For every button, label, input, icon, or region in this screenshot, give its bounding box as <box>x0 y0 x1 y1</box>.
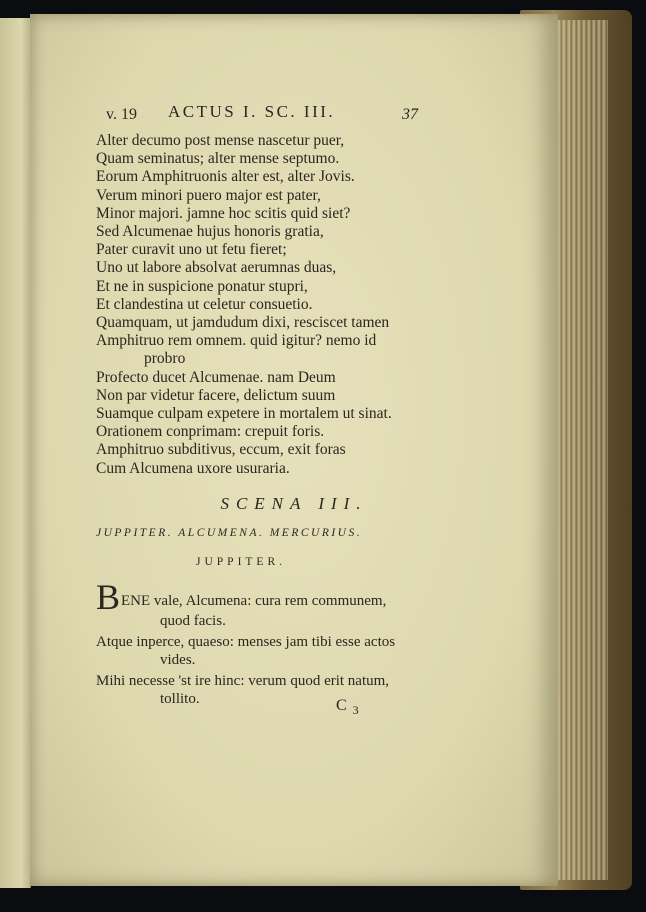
left-page-edge <box>0 18 31 888</box>
verse-line: Orationem conprimam: crepuit foris. <box>96 423 325 441</box>
scene-heading: SCENA III. <box>220 494 368 513</box>
verse-line: Uno ut labore absolvat aerumnas duas, <box>96 259 337 277</box>
verse-line: Amphitruo subditivus, eccum, exit foras <box>96 441 346 459</box>
verse-line: Amphitruo rem omnem. quid igitur? nemo id <box>96 332 377 350</box>
verse-line: Minor majori. jamne hoc scitis quid siet? <box>96 204 351 222</box>
verse-line-continuation: probro <box>144 350 186 368</box>
verse-line: Alter decumo post mense nascetur puer, <box>96 132 345 149</box>
verse-line: Quam seminatus; alter mense septumo. <box>96 150 340 168</box>
character-list: JUPPITER. ALCUMENA. MERCURIUS. <box>96 527 363 539</box>
verse-line: Sed Alcumenae hujus honoris gratia, <box>96 223 324 241</box>
speech-line-continuation: vides. <box>160 652 196 668</box>
drop-capital: B <box>96 577 121 617</box>
verse-block <box>96 132 516 478</box>
book-page <box>30 14 558 886</box>
speech-line-continuation: quod facis. <box>160 613 226 629</box>
act-scene-title: ACTUS I. SC. III. <box>168 102 336 121</box>
verse-line: Et ne in suspicione ponatur stupri, <box>96 277 308 295</box>
speech-line: Atque inperce, quaeso: menses jam tibi esse actos <box>96 634 396 650</box>
verse-reference: v. 19 <box>106 106 137 123</box>
verse-line: Et clandestina ut celetur consuetio. <box>96 295 313 313</box>
speech-line: Mihi necesse 'st ire hinc: verum quod erit natum, <box>96 673 390 689</box>
signature-mark <box>336 697 360 718</box>
signature-letter: C <box>336 697 348 714</box>
verse-line: Non par videtur facere, delictum suum <box>96 386 336 404</box>
page-number: 37 <box>402 106 418 123</box>
speech-block <box>96 572 426 708</box>
speech-line-continuation: tollito. <box>160 691 200 707</box>
verse-line: Verum minori puero major est pater, <box>96 186 321 204</box>
verse-line: Profecto ducet Alcumenae. nam Deum <box>96 368 336 386</box>
speech-line-text: ENE vale, Alcumena: cura rem communem, <box>121 593 387 609</box>
verse-line: Cum Alcumena uxore usuraria. <box>96 459 290 477</box>
verse-line: Pater curavit uno ut fetu fieret; <box>96 241 287 259</box>
signature-number: 3 <box>352 703 360 718</box>
running-header <box>30 92 558 122</box>
verse-line: Eorum Amphitruonis alter est, alter Jovis. <box>96 168 355 186</box>
verse-line: Suamque culpam expetere in mortalem ut sinat. <box>96 405 392 423</box>
speaker-name: JUPPITER. <box>196 556 286 568</box>
speech-line <box>96 572 426 617</box>
verse-line: Quamquam, ut jamdudum dixi, resciscet tamen <box>96 314 390 332</box>
